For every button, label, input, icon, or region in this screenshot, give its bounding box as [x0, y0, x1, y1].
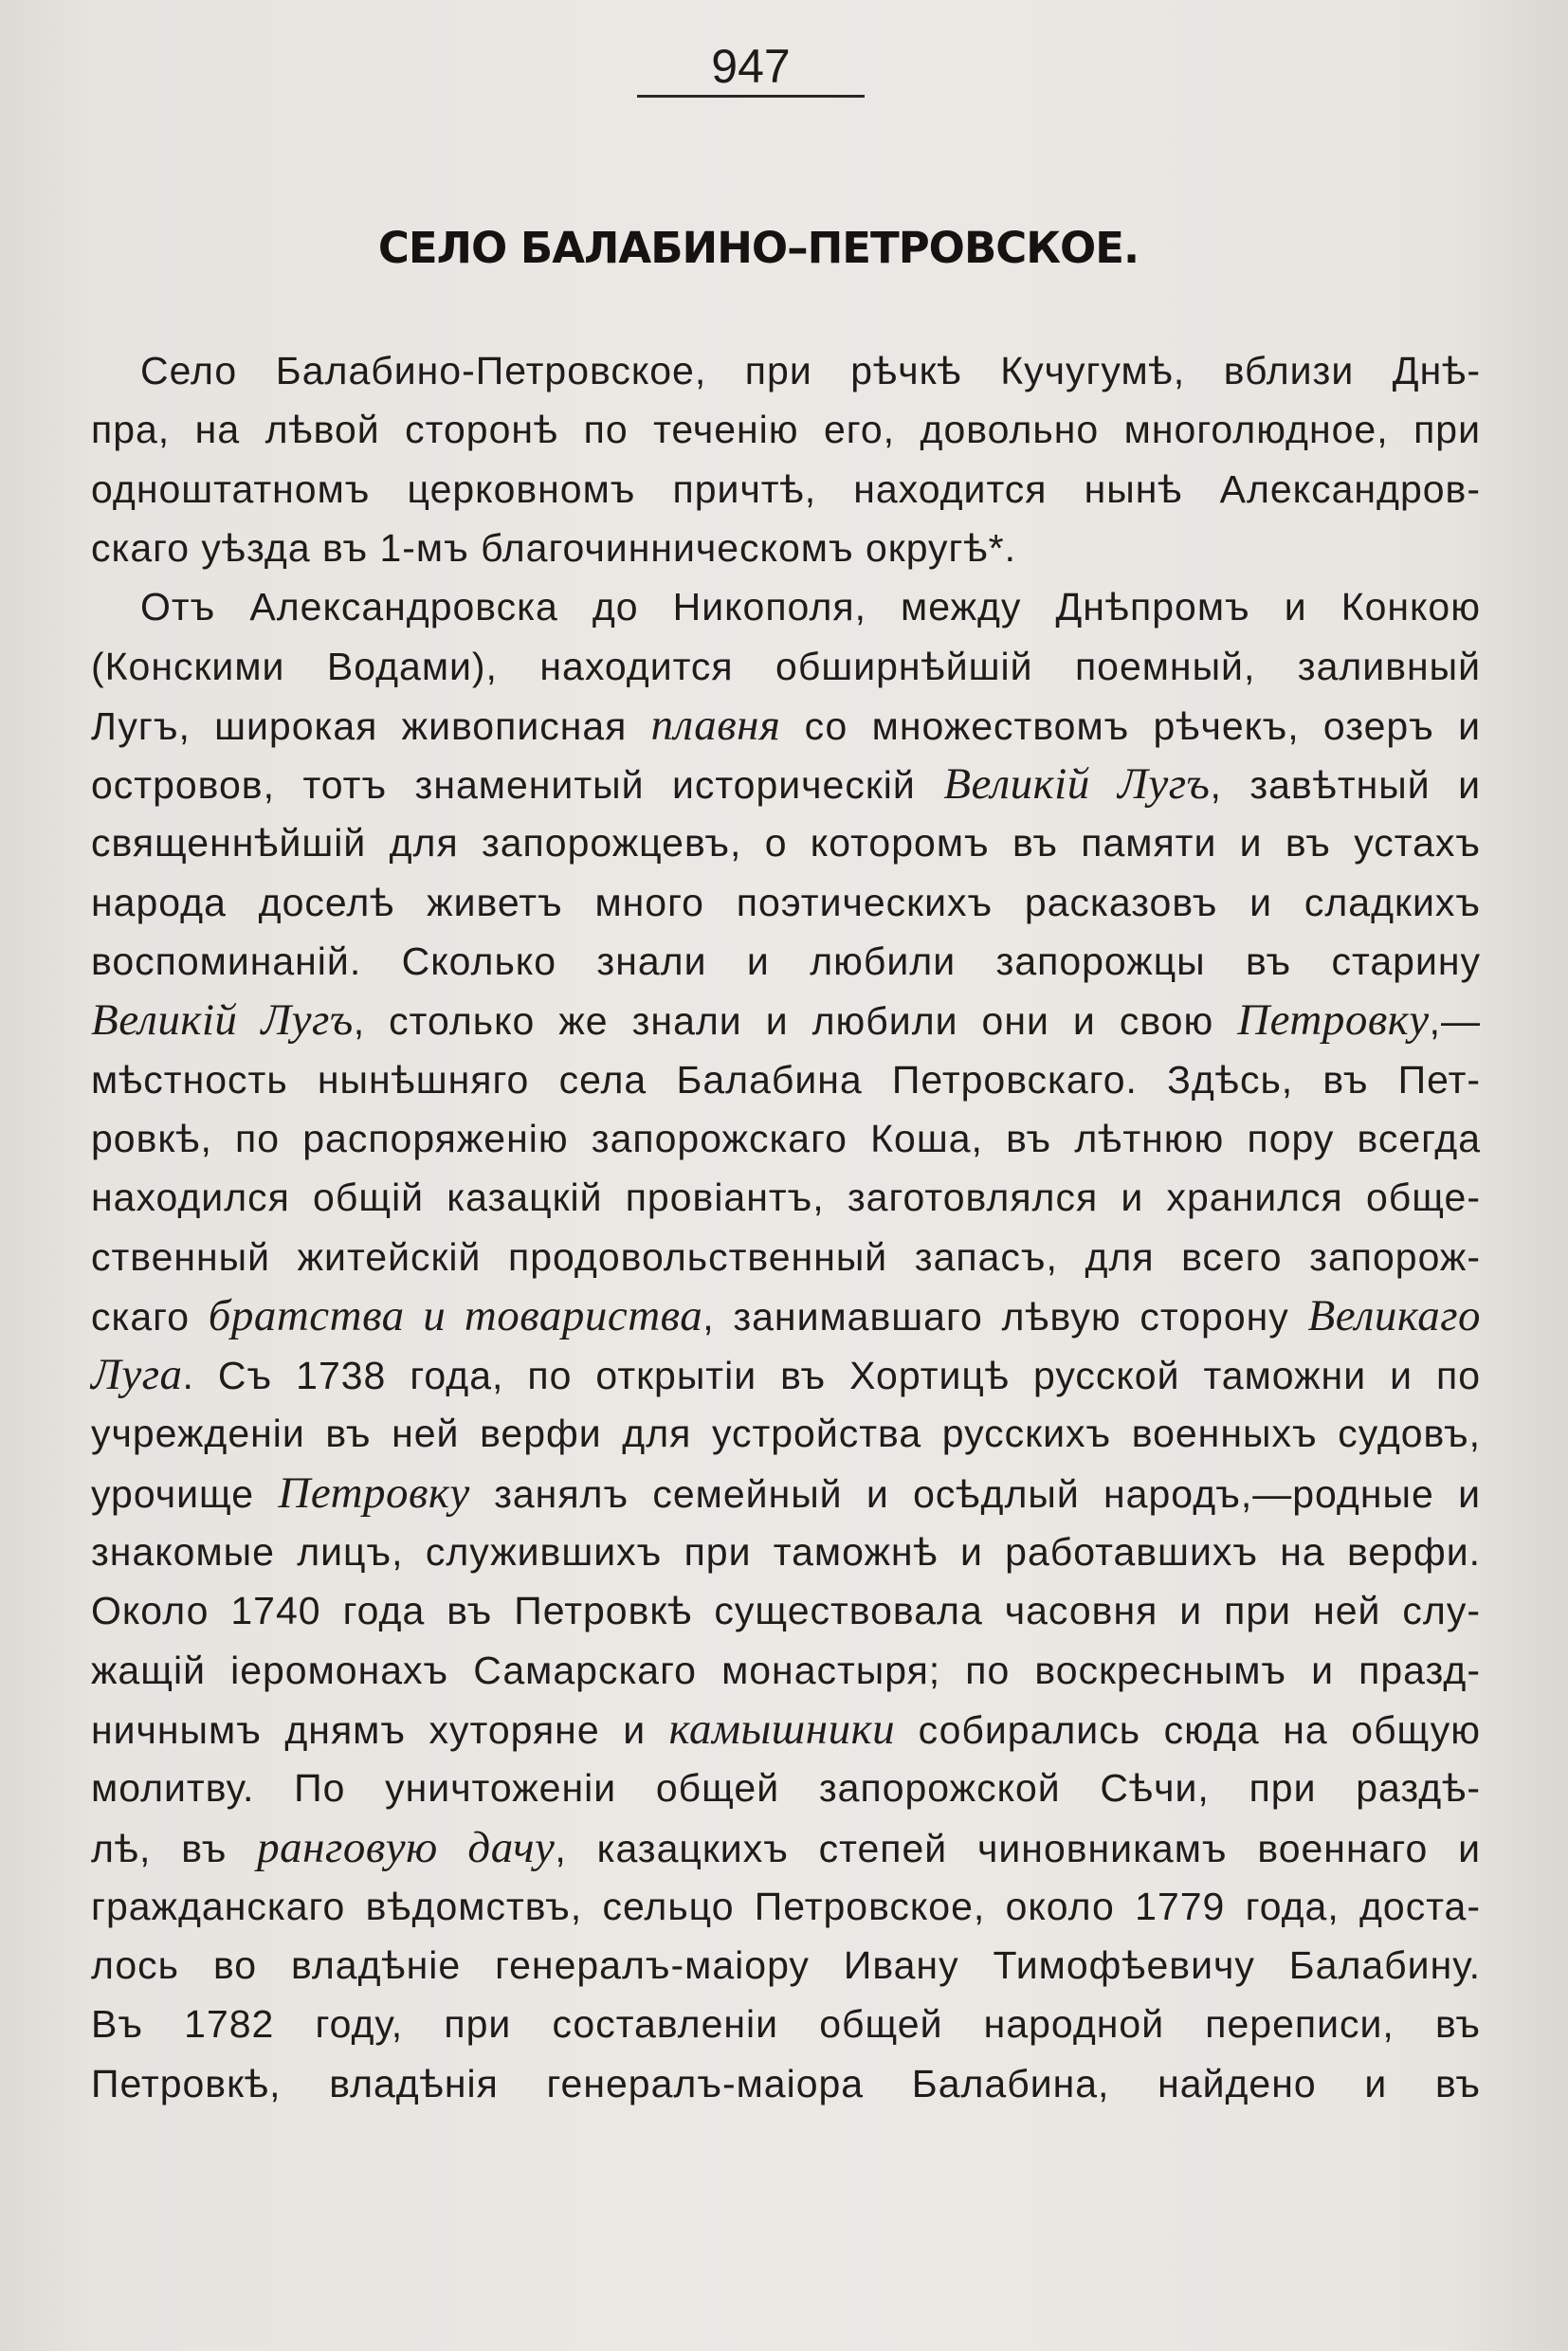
italic-term: камышники: [668, 1704, 896, 1754]
text-run: Отъ Александровска до Никополя, между Днѣпромъ и Конкою: [140, 585, 1481, 629]
text-line: [91, 1759, 1481, 1817]
text-line: [91, 1581, 1481, 1640]
text-run: со множествомъ рѣчекъ, озеръ и: [780, 704, 1481, 748]
text-run: Въ 1782 году, при составленіи общей народной переписи, въ: [91, 2002, 1481, 2046]
text-run: воспоминаній. Сколько знали и любили запорожцы въ старину: [91, 939, 1481, 983]
text-run: урочище: [91, 1472, 279, 1516]
italic-term: плавня: [650, 701, 781, 750]
text-line: [91, 1641, 1481, 1700]
italic-term: Великій Лугъ: [91, 995, 354, 1045]
text-line: [91, 519, 1481, 577]
text-run: священнѣйшій для запорожцевъ, о которомъ въ памяти и въ устахъ: [91, 821, 1481, 865]
text-run: , завѣтный и: [1210, 763, 1482, 807]
text-line: [91, 1345, 1481, 1404]
text-run: знакомые лицъ, служившихъ при таможнѣ и работавшихъ на верфи.: [91, 1530, 1481, 1574]
text-line: [91, 755, 1481, 813]
text-run: , занимавшаго лѣвую сторону: [702, 1295, 1308, 1339]
text-run: лѣ, въ: [91, 1827, 258, 1870]
text-line: [91, 873, 1481, 932]
text-run: . Съ 1738 года, по открытіи въ Хортицѣ русской таможни и по: [182, 1354, 1481, 1397]
text-line: [91, 1286, 1481, 1345]
text-run: занялъ семейный и осѣдлый народъ,—родные и: [469, 1472, 1481, 1516]
text-run: ,—: [1429, 999, 1481, 1043]
text-run: скаго: [91, 1295, 209, 1339]
page-number-rule: [637, 95, 865, 98]
text-run: ственный житейскій продовольственный запасъ, для всего запорож-: [91, 1235, 1481, 1279]
italic-term: ранговую дачу: [257, 1823, 556, 1872]
italic-term: Петровку: [278, 1468, 470, 1518]
italic-term: Великій Лугъ: [943, 759, 1211, 809]
text-run: , столько же знали и любили они и свою: [353, 999, 1238, 1043]
text-line: [91, 2054, 1481, 2113]
italic-term: Луга: [91, 1350, 183, 1399]
text-line: [91, 1818, 1481, 1877]
text-run: собирались сюда на общую: [895, 1708, 1481, 1752]
text-line: [91, 991, 1481, 1049]
italic-term: Петровку: [1237, 995, 1430, 1045]
text-run: лось во владѣніе генералъ-маіору Ивану Тимофѣевичу Балабину.: [91, 1943, 1481, 1987]
text-run: (Конскими Водами), находится обширнѣйшій поемный, заливный: [91, 645, 1481, 688]
text-line: [91, 1936, 1481, 1995]
text-line: [91, 1228, 1481, 1286]
page-number: 947: [711, 40, 791, 93]
text-run: , казацкихъ степей чиновникамъ военнаго и: [555, 1827, 1481, 1870]
italic-term: Великаго: [1307, 1291, 1482, 1340]
text-line: [91, 637, 1481, 696]
text-run: мѣстность нынѣшняго села Балабина Петровскаго. Здѣсь, въ Пет-: [91, 1058, 1481, 1102]
text-run: народа доселѣ живетъ много поэтическихъ расказовъ и сладкихъ: [91, 881, 1481, 924]
text-line: [91, 460, 1481, 519]
text-run: ничнымъ днямъ хуторяне и: [91, 1708, 669, 1752]
text-line: [91, 1522, 1481, 1581]
text-line: [91, 400, 1481, 459]
text-line: [91, 1464, 1481, 1522]
text-run: пра, на лѣвой сторонѣ по теченію его, довольно многолюдное, при: [91, 408, 1481, 451]
text-line: [91, 696, 1481, 755]
text-line: [91, 1050, 1481, 1109]
text-run: Село Балабино-Петровское, при рѣчкѣ Кучугумѣ, вблизи Днѣ-: [140, 349, 1481, 392]
text-line: [91, 932, 1481, 991]
text-run: жащій іеромонахъ Самарскаго монастыря; по воскреснымъ и празд-: [91, 1649, 1481, 1692]
text-run: Около 1740 года въ Петровкѣ существовала часовня и при ней слу-: [91, 1589, 1481, 1632]
text-line: [91, 1995, 1481, 2053]
text-line: [140, 341, 1481, 400]
text-line: [140, 577, 1481, 636]
text-run: Лугъ, широкая живописная: [91, 704, 651, 748]
text-run: учрежденіи въ ней верфи для устройства русскихъ военныхъ судовъ,: [91, 1412, 1481, 1455]
section-heading: СЕЛО БАЛАБИНО–ПЕТРОВСКОЕ.: [377, 223, 1140, 273]
text-run: одноштатномъ церковномъ причтѣ, находится нынѣ Александров-: [91, 467, 1481, 511]
text-line: [91, 1700, 1481, 1759]
text-run: гражданскаго вѣдомствъ, сельцо Петровское, около 1779 года, доста-: [91, 1885, 1481, 1928]
text-line: [91, 1404, 1481, 1463]
text-run: ровкѣ, по распоряженію запорожскаго Коша, въ лѣтнюю пору всегда: [91, 1117, 1481, 1160]
text-run: островов, тотъ знаменитый историческій: [91, 763, 944, 807]
text-run: скаго уѣзда въ 1-мъ благочинническомъ округѣ*.: [91, 526, 1016, 570]
text-run: молитву. По уничтоженіи общей запорожской Сѣчи, при раздѣ-: [91, 1766, 1481, 1810]
italic-term: братства и товариства: [208, 1291, 703, 1340]
text-run: Петровкѣ, владѣнія генералъ-маіора Балабина, найдено и въ: [91, 2062, 1481, 2105]
text-line: [91, 1109, 1481, 1168]
text-line: [91, 813, 1481, 872]
text-line: [91, 1877, 1481, 1936]
text-run: находился общій казацкій провіантъ, заготовлялся и хранился обще-: [91, 1176, 1481, 1219]
text-line: [91, 1168, 1481, 1227]
